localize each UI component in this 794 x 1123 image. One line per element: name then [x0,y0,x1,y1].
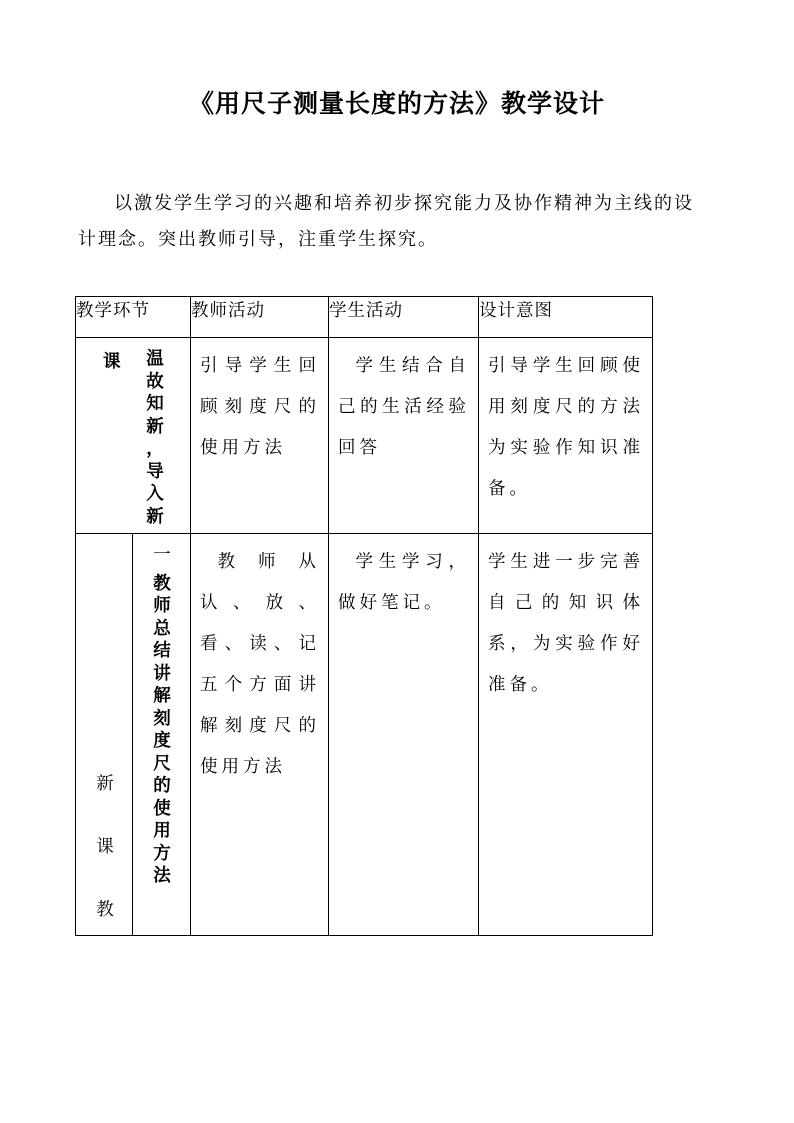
vertical-char: 导 [146,461,164,482]
student-activity-cell [329,338,479,534]
header-teaching-stage: 教学环节 [76,297,191,338]
vertical-char: 方 [153,843,171,864]
vertical-char: 总 [153,618,171,639]
vertical-char: 刻 [153,708,171,729]
stage-cell-review [76,338,191,534]
vertical-char: 结 [153,641,171,661]
vertical-char: 教 [96,900,114,920]
vertical-char: 入 [146,484,164,504]
teacher-activity-cell [191,534,329,936]
intro-paragraph: 以激发学生学习的兴趣和培养初步探究能力及协作精神为主线的设计理念。突出教师引导，注重学生探究。 [78,193,694,250]
document-title: 《用尺子测量长度的方法》教学设计 [188,89,605,118]
vertical-char: 知 [146,394,164,414]
vertical-char: 尺 [153,753,171,774]
vertical-char: 课 [96,837,114,857]
vertical-char: 用 [153,821,171,841]
vertical-char: 师 [153,596,171,616]
table-row [76,534,653,936]
vertical-char: 温 [146,349,164,369]
vertical-char: 教 [153,573,171,594]
vertical-char: 新 [146,416,164,437]
vertical-char: ， [146,439,164,459]
header-design-intent: 设计意图 [479,297,653,338]
vertical-char: 的 [153,776,171,796]
step-number: 一 [153,545,171,565]
vertical-char: 法 [153,866,171,886]
vertical-char: 使 [153,798,171,819]
stage-vertical-label [94,774,116,963]
stage-cell-new-lesson [76,534,133,936]
design-intent-cell [479,338,653,534]
design-intent-cell [479,534,653,936]
stage-prefix: 课 [103,352,121,372]
vertical-char: 新 [146,506,164,527]
student-activity-cell [329,534,479,936]
design-intent-text: 引导学生回顾使用刻度尺的方法为实验作知识准备。 [488,356,644,499]
header-teacher-activity: 教师活动 [191,297,329,338]
vertical-char: 度 [153,731,171,751]
teacher-activity-text: 引导学生回顾刻度尺的使用方法 [200,356,320,458]
student-activity-text: 学生学习，做好笔记。 [338,552,470,613]
table-header-row [76,297,653,338]
vertical-char: 讲 [153,663,171,684]
design-intent-text: 学生进一步完善自己的知识体系，为实验作好准备。 [488,552,644,695]
teacher-activity-cell [191,338,329,534]
vertical-char: 故 [146,371,164,392]
stage-vertical-label [144,348,166,528]
step-vertical-label [151,544,173,888]
lesson-plan-table [75,296,653,936]
step-cell [133,534,191,936]
teacher-activity-text: 教师从认、放、看、读、记五个方面讲解刻度尺的使用方法 [200,552,320,777]
vertical-char: 解 [153,686,171,706]
header-student-activity: 学生活动 [329,297,479,338]
vertical-char: 新 [96,774,114,794]
table-row [76,338,653,534]
student-activity-text: 学生结合自己的生活经验回答 [338,356,470,458]
